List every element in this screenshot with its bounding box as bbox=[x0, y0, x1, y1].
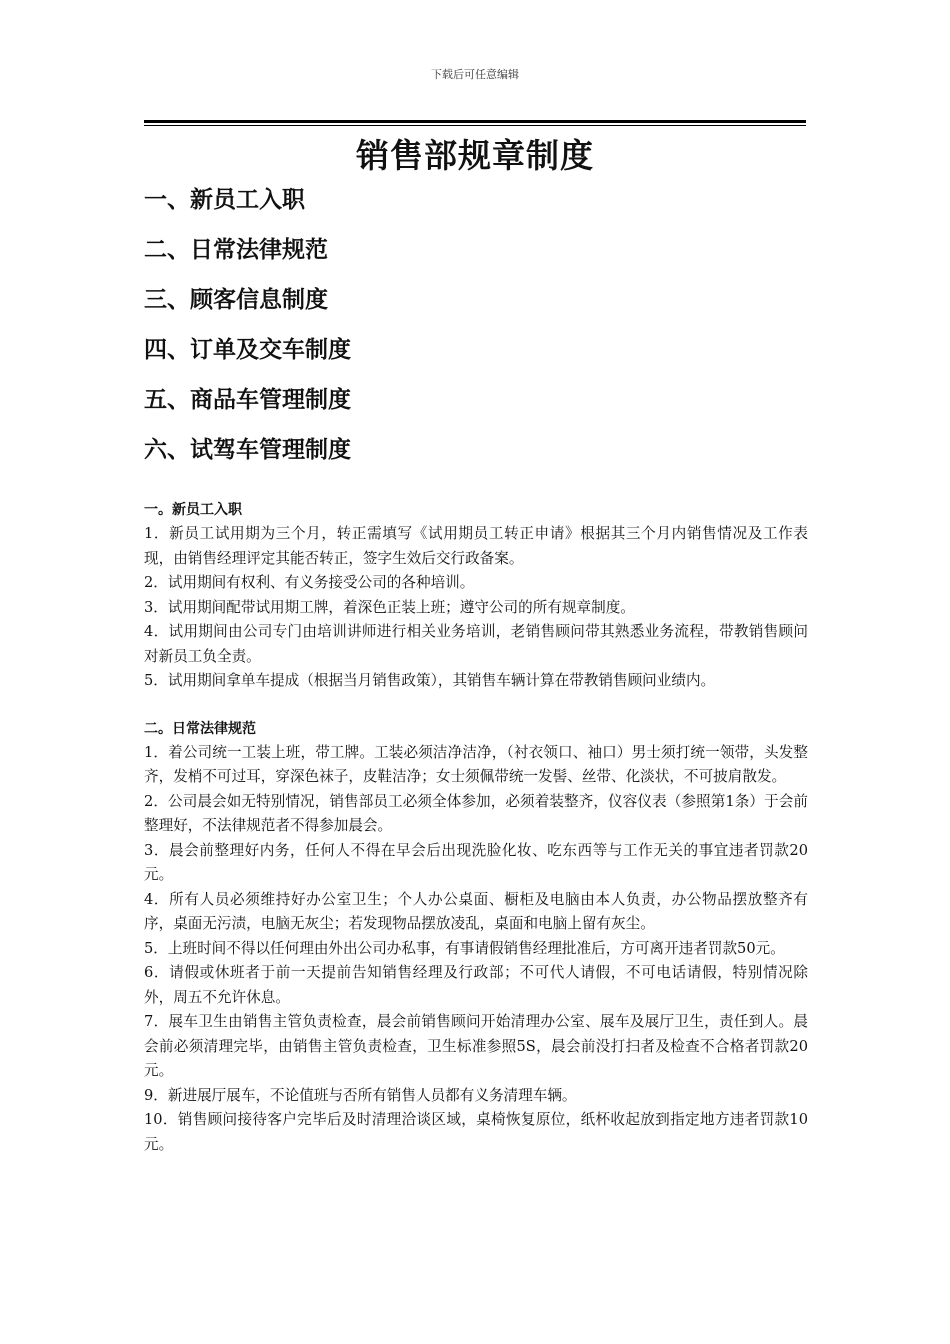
section-new-employee bbox=[144, 498, 808, 694]
paragraph: 7．展车卫生由销售主管负责检查，晨会前销售顾问开始清理办公室、展车及展厅卫生，责任到人。晨会前必须清理完毕，由销售主管负责检查，卫生标准参照5S，晨会前没打扫者及检查不合格者罚款20元。 bbox=[144, 1013, 808, 1079]
section-heading: 二。日常法律规范 bbox=[144, 720, 256, 737]
section-daily-rules bbox=[144, 717, 808, 1158]
paragraph: 6．请假或休班者于前一天提前告知销售经理及行政部；不可代人请假，不可电话请假，特别情况除外，周五不允许休息。 bbox=[144, 964, 808, 1006]
section-spacer bbox=[144, 694, 808, 717]
paragraph: 4．试用期间由公司专门由培训讲师进行相关业务培训，老销售顾问带其熟悉业务流程，带教销售顾问对新员工负全责。 bbox=[144, 623, 808, 665]
toc-item: 四、订单及交车制度 bbox=[144, 336, 351, 363]
document-body bbox=[144, 498, 808, 1157]
section-heading: 一。新员工入职 bbox=[144, 502, 242, 518]
paragraph: 2．试用期间有权利、有义务接受公司的各种培训。 bbox=[144, 574, 475, 591]
paragraph: 3．试用期间配带试用期工牌，着深色正装上班；遵守公司的所有规章制度。 bbox=[144, 598, 635, 616]
paragraph: 4．所有人员必须维持好办公室卫生；个人办公桌面、橱柜及电脑由本人负责，办公物品摆放整齐有序，桌面无污渍，电脑无灰尘；若发现物品摆放凌乱，桌面和电脑上留有灰尘。 bbox=[144, 890, 808, 932]
header-note: 下载后可任意编辑 bbox=[431, 68, 519, 81]
title-rule-thick bbox=[144, 120, 806, 123]
title-rule-thin bbox=[144, 125, 806, 126]
paragraph: 1．着公司统一工装上班，带工牌。工装必须洁净洁净，（衬衣领口、袖口）男士须打统一领带，头发整齐，发梢不可过耳，穿深色袜子，皮鞋洁净；女士须佩带统一发髻、丝带、化淡状，不可披肩散发。 bbox=[144, 743, 808, 785]
toc-item: 二、日常法律规范 bbox=[144, 236, 328, 263]
toc-item: 五、商品车管理制度 bbox=[144, 386, 351, 413]
paragraph: 2．公司晨会如无特别情况，销售部员工必须全体参加，必须着装整齐，仪容仪表（参照第1条）于会前整理好，不法律规范者不得参加晨会。 bbox=[144, 792, 808, 834]
toc-item: 一、新员工入职 bbox=[144, 186, 305, 213]
table-of-contents bbox=[144, 182, 351, 482]
paragraph: 10．销售顾问接待客户完毕后及时清理洽谈区域，桌椅恢复原位，纸杯收起放到指定地方违者罚款10元。 bbox=[144, 1111, 808, 1153]
paragraph: 5．上班时间不得以任何理由外出公司办私事，有事请假销售经理批准后，方可离开违者罚款50元。 bbox=[144, 939, 785, 957]
paragraph: 9．新进展厅展车，不论值班与否所有销售人员都有义务清理车辆。 bbox=[144, 1086, 577, 1104]
paragraph: 5．试用期间拿单车提成（根据当月销售政策），其销售车辆计算在带教销售顾问业绩内。 bbox=[144, 672, 716, 689]
paragraph: 1．新员工试用期为三个月，转正需填写《试用期员工转正申请》根据其三个月内销售情况及工作表现，由销售经理评定其能否转正，签字生效后交行政备案。 bbox=[144, 525, 808, 567]
toc-item: 三、顾客信息制度 bbox=[144, 286, 328, 313]
paragraph: 3．晨会前整理好内务，任何人不得在早会后出现洗脸化妆、吃东西等与工作无关的事宜违者罚款20元。 bbox=[144, 841, 808, 883]
toc-item: 六、试驾车管理制度 bbox=[144, 436, 351, 463]
document-title: 销售部规章制度 bbox=[356, 136, 594, 175]
